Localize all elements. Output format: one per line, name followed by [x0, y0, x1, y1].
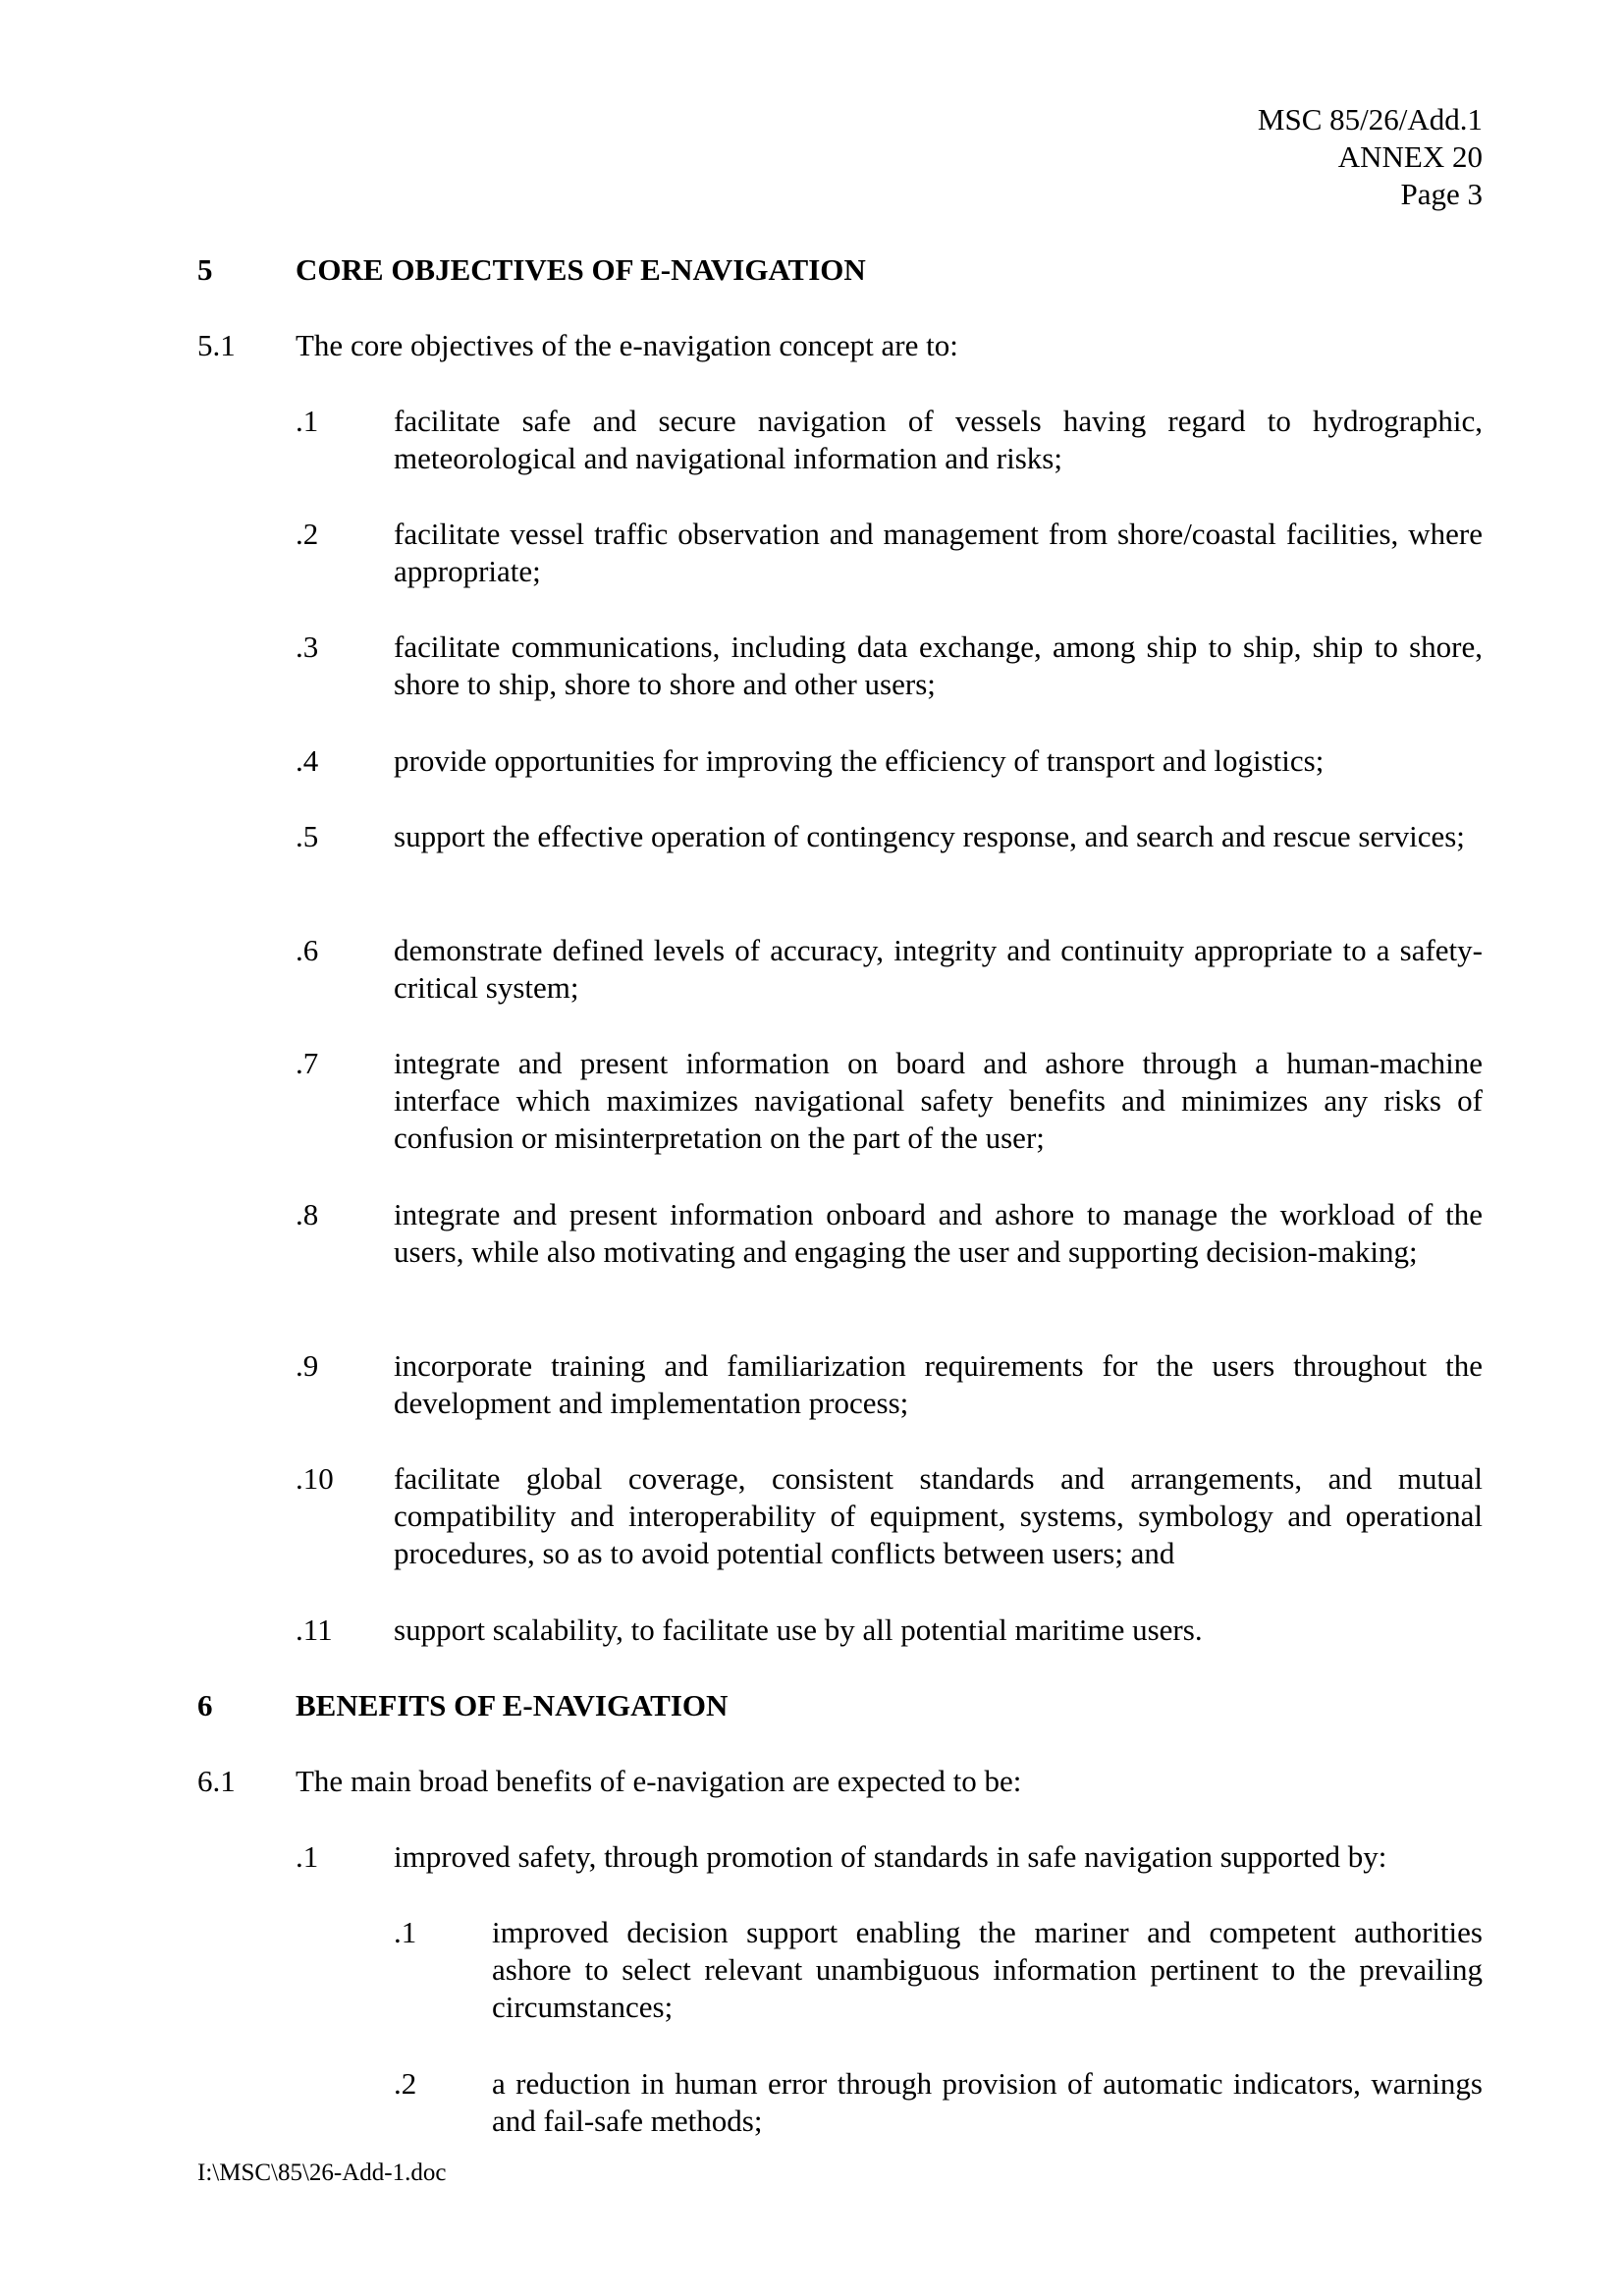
- section-title: CORE OBJECTIVES OF E-NAVIGATION: [296, 252, 866, 287]
- annex-label: ANNEX 20: [1337, 139, 1483, 174]
- subitem-text: a reduction in human error through provision of automatic indicators, warnings and fail-safe methods;: [492, 2066, 1483, 2138]
- item-text: integrate and present information onboard and ashore to manage the workload of the users, while also motivating and engaging the user and supporting decision-making;: [394, 1197, 1483, 1269]
- item-text: facilitate safe and secure navigation of vessels having regard to hydrographic, meteorological and navigational information and risks;: [394, 404, 1483, 475]
- section-number: 6: [197, 1688, 213, 1722]
- subitem-text: improved decision support enabling the mariner and competent authorities ashore to select relevant unambiguous information pertinent to the prevailing circumstances;: [492, 1915, 1483, 2024]
- item-text: improved safety, through promotion of standards in safe navigation supported by:: [394, 1839, 1387, 1874]
- item-text: support the effective operation of contingency response, and search and rescue services;: [394, 819, 1465, 853]
- file-path-footer: I:\MSC\85\26-Add-1.doc: [197, 2159, 447, 2186]
- doc-reference: MSC 85/26/Add.1: [1257, 102, 1483, 137]
- subitem-number: .1: [394, 1915, 417, 1949]
- page-header: [1258, 101, 1483, 213]
- item-text: incorporate training and familiarization requirements for the users throughout the development and implementation process;: [394, 1348, 1483, 1420]
- paragraph-number: 6.1: [197, 1764, 236, 1798]
- item-text: integrate and present information on board and ashore through a human-machine interface which maximizes navigational safety benefits and minimizes any risks of confusion or misinterpretation on the part of the user;: [394, 1046, 1483, 1155]
- item-number: .3: [296, 629, 319, 664]
- item-number: .9: [296, 1348, 319, 1383]
- item-number: .5: [296, 819, 319, 853]
- item-number: .7: [296, 1046, 319, 1080]
- item-number: .1: [296, 1839, 319, 1874]
- item-text: support scalability, to facilitate use by all potential maritime users.: [394, 1613, 1203, 1647]
- section-title: BENEFITS OF E-NAVIGATION: [296, 1688, 729, 1722]
- item-number: .10: [296, 1461, 334, 1496]
- item-text: facilitate global coverage, consistent standards and arrangements, and mutual compatibility and interoperability of equipment, systems, symbology and operational procedures, so as to avoid potential conflicts between users; and: [394, 1461, 1483, 1570]
- item-number: .1: [296, 404, 319, 438]
- item-number: .4: [296, 743, 319, 778]
- subitem-number: .2: [394, 2066, 417, 2101]
- item-number: .11: [296, 1613, 333, 1647]
- item-number: .8: [296, 1197, 319, 1231]
- page-number: Page 3: [1400, 177, 1483, 211]
- paragraph-number: 5.1: [197, 328, 236, 362]
- item-number: .2: [296, 517, 319, 551]
- item-number: .6: [296, 933, 319, 967]
- paragraph-text: The core objectives of the e-navigation concept are to:: [296, 328, 958, 362]
- paragraph-text: The main broad benefits of e-navigation are expected to be:: [296, 1764, 1022, 1798]
- item-text: facilitate communications, including data exchange, among ship to ship, ship to shore, shore to ship, shore to shore and other users;: [394, 629, 1483, 701]
- section-number: 5: [197, 252, 213, 287]
- item-text: demonstrate defined levels of accuracy, integrity and continuity appropriate to a safety-critical system;: [394, 933, 1483, 1005]
- item-text: provide opportunities for improving the efficiency of transport and logistics;: [394, 743, 1325, 778]
- item-text: facilitate vessel traffic observation and management from shore/coastal facilities, where appropriate;: [394, 517, 1483, 588]
